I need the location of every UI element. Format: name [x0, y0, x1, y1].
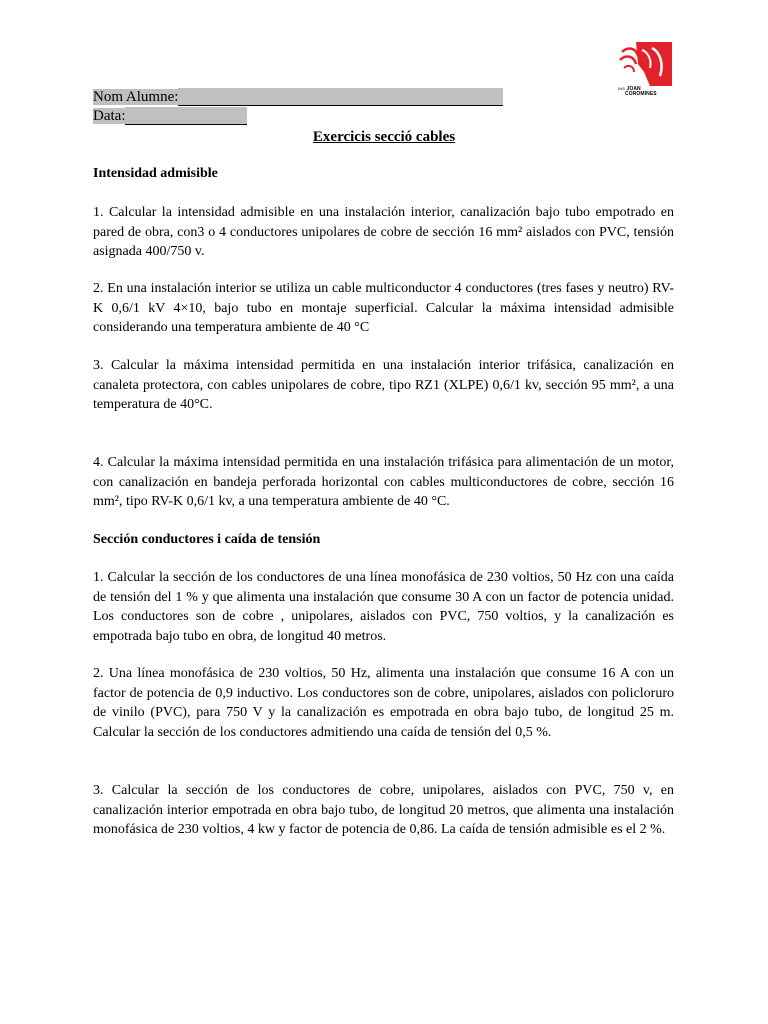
logo-text [618, 86, 657, 97]
logo-text-prefix: INS [618, 86, 625, 91]
section-heading: Intensidad admisible [93, 166, 218, 181]
logo-text-line2: COROMINES [625, 91, 657, 97]
student-name-field [93, 88, 503, 106]
exercise-paragraph: 3. Calcular la máxima intensidad permitida en una instalación interior trifásica, canalización en canaleta protectora, con cables unipolares de cobre, tipo RZ1 (XLPE) 0,6/1 kv, sección 95 mm², a una temperatura de 40°C. [93, 358, 674, 412]
exercise-paragraph: 2. En una instalación interior se utiliza un cable multiconductor 4 conductores (tres fases y neutro) RV-K 0,6/1 kV 4×10, bajo tubo en montaje superficial. Calcular la máxima intensidad admisible considerando una temperatura ambiente de 40 °C [93, 281, 674, 335]
exercise-paragraph: 1. Calcular la sección de los conductores de una línea monofásica de 230 voltios, 50 Hz con una caída de tensión del 1 % y que alimenta una instalación que consume 30 A con un factor de potencia unidad. Los conductores son de cobre , unipolares, aislados con PVC, 750 voltios, y la canalización es empotrada bajo tubo en obra, de longitud 40 metros. [93, 570, 674, 644]
section-heading: Sección conductores i caída de tensión [93, 532, 321, 547]
exercise-paragraph: 2. Una línea monofásica de 230 voltios, 50 Hz, alimenta una instalación que consume 16 A con un factor de potencia de 0,9 inductivo. Los conductores son de cobre, unipolares, aislados con policloruro de vinilo (PVC), para 750 V y la canalización es empotrada en obra bajo tubo, de longitud 25 m. Calcular la sección de los conductores admitiendo una caída de tensión del 0,5 %. [93, 666, 674, 740]
logo-text-line1: JOAN [626, 86, 641, 92]
date-line [125, 107, 247, 125]
exercise-paragraph: 1. Calcular la intensidad admisible en una instalación interior, canalización bajo tubo empotrado en pared de obra, con3 o 4 conductores unipolares de cobre de sección 16 mm² aislados con PVC, tensión asignada 400/750 v. [93, 205, 674, 259]
exercise-paragraph: 3. Calcular la sección de los conductores de cobre, unipolares, aislados con PVC, 750 v, en canalización interior empotrada en obra bajo tubo, de longitud 20 metros, que alimenta una instalación monofásica de 230 voltios, 4 kw y factor de potencia de 0,86. La caída de tensión admisible es el 2 %. [93, 783, 674, 837]
student-name-line [178, 88, 503, 106]
date-label: Data: [93, 108, 126, 124]
date-field [93, 107, 247, 125]
student-name-label: Nom Alumne: [93, 89, 179, 105]
exercise-paragraph: 4. Calcular la máxima intensidad permitida en una instalación trifásica para alimentación de un motor, con canalización en bandeja perforada horizontal con cables multiconductores de cobre, sección 16 mm², tipo RV-K 0,6/1 kv, a una temperatura ambiente de 40 °C. [93, 455, 674, 509]
page-title: Exercicis secció cables [312, 129, 456, 145]
